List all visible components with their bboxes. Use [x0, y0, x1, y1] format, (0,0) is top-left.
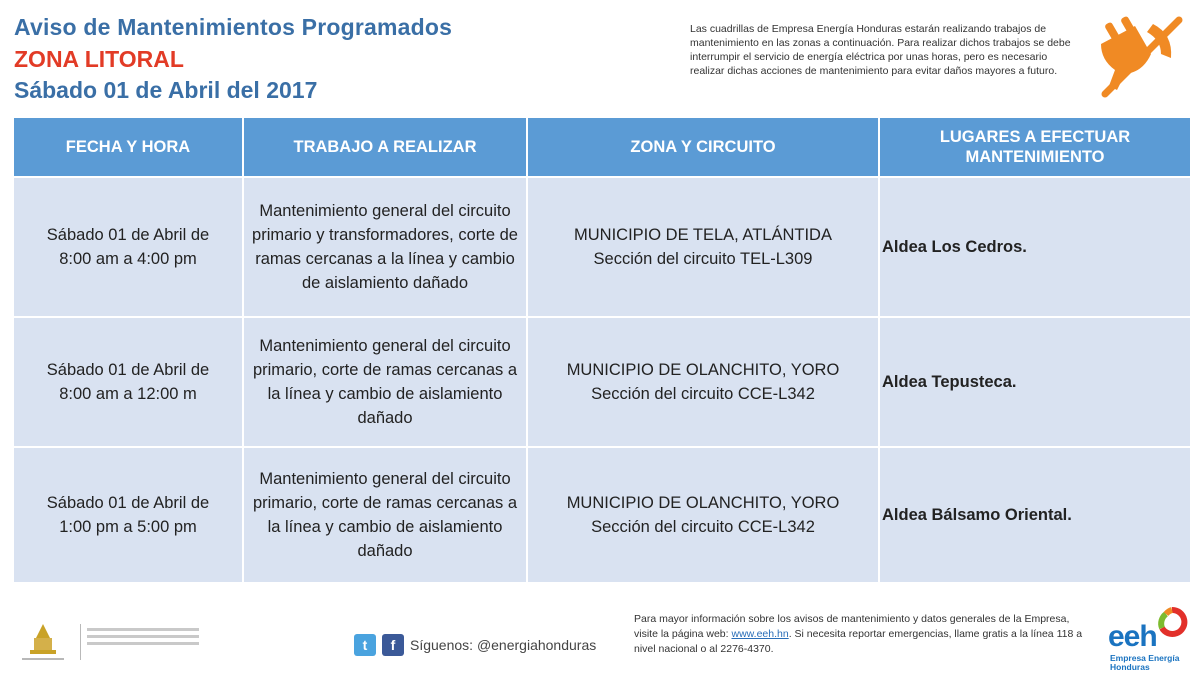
zone-cell — [528, 176, 878, 316]
time-line: 8:00 am a 12:00 m — [59, 385, 197, 403]
place-cell: Aldea Los Cedros. — [880, 176, 1190, 316]
contact-info — [634, 612, 1096, 657]
table-row — [14, 446, 1190, 582]
government-seal-icon — [12, 620, 74, 664]
place-cell: Aldea Bálsamo Oriental. — [880, 446, 1190, 582]
circuit-line: Sección del circuito CCE-L342 — [591, 385, 815, 403]
table-header-row — [14, 118, 1190, 176]
column-header-date: FECHA Y HORA — [14, 118, 242, 176]
column-header-zone: ZONA Y CIRCUITO — [528, 118, 878, 176]
date-line: Sábado 01 de Abril de — [46, 361, 210, 379]
eeh-logo-subtitle: Empresa Energía Honduras — [1110, 653, 1180, 672]
social-handle: Síguenos: @energiahonduras — [410, 637, 597, 653]
date-cell — [14, 316, 242, 446]
zone-cell — [528, 446, 878, 582]
time-line: 8:00 am a 4:00 pm — [59, 250, 197, 268]
zone-title: ZONA LITORAL — [14, 46, 184, 72]
circuit-line: Sección del circuito CCE-L342 — [591, 518, 815, 536]
eeh-swirl-icon — [1154, 606, 1190, 638]
eeh-logo-word: eeh — [1108, 620, 1157, 653]
municipality-line: MUNICIPIO DE OLANCHITO, YORO — [566, 494, 840, 512]
facebook-icon[interactable]: f — [382, 634, 404, 656]
eeh-logo-icon — [1108, 606, 1192, 672]
date-line: Sábado 01 de Abril de — [46, 494, 210, 512]
twitter-icon[interactable]: t — [354, 634, 376, 656]
work-cell: Mantenimiento general del circuito primario y transformadores, corte de ramas cercanas a la línea y cambio de aislamiento dañado — [244, 176, 526, 316]
website-link[interactable]: www.eeh.hn — [731, 628, 789, 640]
zone-cell — [528, 316, 878, 446]
info-text-2: . Si necesita reportar emergencias, llame gratis a la línea 118 a nivel nacional o al 2276-4370. — [634, 628, 1083, 655]
place-cell: Aldea Tepusteca. — [880, 316, 1190, 446]
time-line: 1:00 pm a 5:00 pm — [59, 518, 197, 536]
header — [0, 0, 1200, 118]
social-links — [354, 634, 596, 656]
column-header-work: TRABAJO A REALIZAR — [244, 118, 526, 176]
date-line: Sábado 01 de Abril de — [46, 226, 210, 244]
footer — [0, 600, 1200, 676]
table-row — [14, 176, 1190, 316]
divider — [87, 642, 199, 645]
table-row — [14, 316, 1190, 446]
date-title: Sábado 01 de Abril del 2017 — [14, 77, 318, 103]
no-plug-icon — [1095, 14, 1185, 98]
work-cell: Mantenimiento general del circuito primario, corte de ramas cercanas a la línea y cambio de aislamiento dañado — [244, 446, 526, 582]
notice-text: Las cuadrillas de Empresa Energía Honduras estarán realizando trabajos de mantenimiento en las zonas a continuación. Para realizar dichos trabajos se debe interrumpir el servicio de energía eléctrica por unas horas, pero es necesario realizar dichas acciones de mantenimiento para evitar daños mayores a futuro. — [690, 23, 1071, 77]
date-cell — [14, 446, 242, 582]
column-header-places: LUGARES A EFECTUAR MANTENIMIENTO — [880, 118, 1190, 176]
info-text: Para mayor información sobre los avisos de mantenimiento y datos generales de la Empresa, visite la página web: — [634, 613, 1070, 640]
page-title: Aviso de Mantenimientos Programados — [14, 14, 453, 40]
maintenance-table — [12, 118, 1192, 582]
municipality-line: MUNICIPIO DE TELA, ATLÁNTIDA — [574, 226, 832, 244]
work-cell: Mantenimiento general del circuito primario, corte de ramas cercanas a la línea y cambio de aislamiento dañado — [244, 316, 526, 446]
government-text-block — [80, 624, 199, 660]
divider — [87, 628, 199, 631]
municipality-line: MUNICIPIO DE OLANCHITO, YORO — [566, 361, 840, 379]
circuit-line: Sección del circuito TEL-L309 — [593, 250, 813, 268]
divider — [87, 635, 199, 638]
date-cell — [14, 176, 242, 316]
